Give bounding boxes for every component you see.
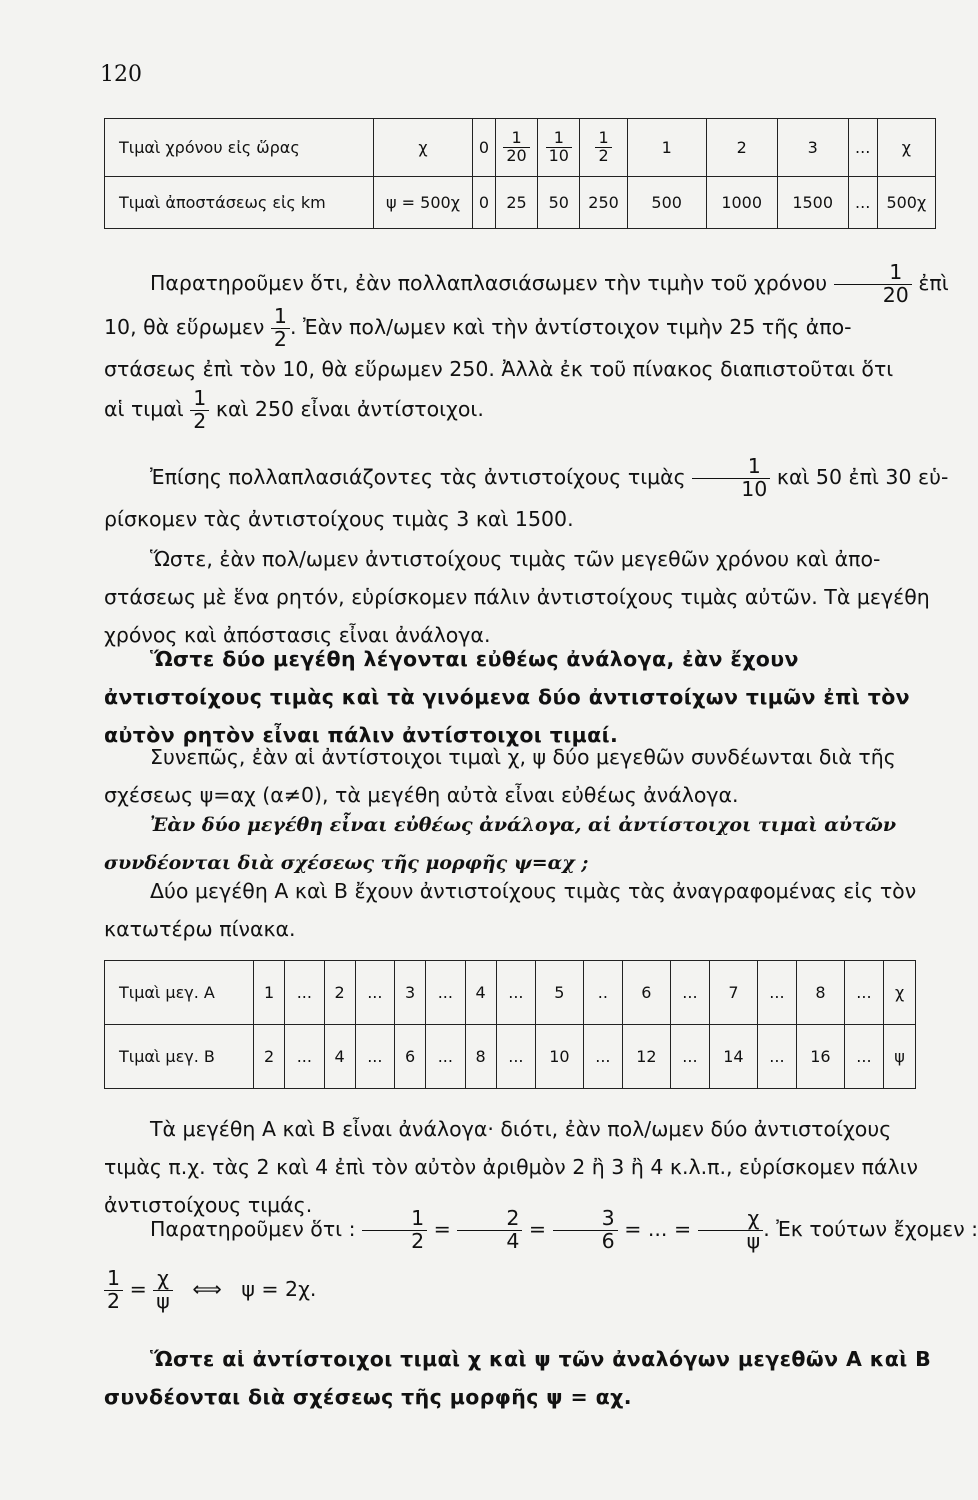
- text-span: . Ἐὰν πολ/ωμεν καὶ τὴν ἀντίστοιχον τιμὴν 25 τῆς ἀπο-: [289, 315, 852, 340]
- table-cell: 1000: [706, 177, 777, 229]
- table-cell: ...: [426, 961, 465, 1025]
- text-span: αἱ τιμαὶ: [104, 397, 184, 422]
- text-span: . Ἐκ τούτων ἔχομεν :: [763, 1217, 978, 1242]
- row-label: Τιμαὶ ἀποστάσεως εἰς km: [105, 177, 374, 229]
- table-cell: 16: [797, 1025, 845, 1089]
- conclusion-paragraph: [104, 1340, 932, 1416]
- text-span: Ἐπίσης πολλαπλασιάζοντες τὰς ἀντιστοίχους τιμὰς: [150, 465, 686, 490]
- table-cell: ...: [583, 1025, 622, 1089]
- table-row: [105, 961, 916, 1025]
- paragraph-7: [104, 872, 932, 948]
- paragraph-text: Συνεπῶς, ἐὰν αἱ ἀντίστοιχοι τιμαὶ χ, ψ δύο μεγεθῶν συνδέωνται διὰ τῆς σχέσεως ψ=αχ (α≠0), τὰ μεγέθη αὐτὰ εἶναι εὐθέως ἀνάλογα.: [104, 745, 896, 807]
- table-cell: 12: [623, 1025, 671, 1089]
- equation-line: $\frac{1}{2}$ = $\frac{\chi}{\psi}$ ⟺ ψ = 2χ.: [104, 1268, 932, 1312]
- fraction: $\frac{1}{2}$: [362, 1208, 427, 1252]
- ratios-line: Παρατηροῦμεν ὅτι : $\frac{1}{2}$ = $\frac{2}{4}$ = $\frac{3}{6}$ = ... = $\frac{\chi}{\psi}$ . Ἐκ τούτων ἔχομεν :: [150, 1206, 978, 1253]
- table-cell: 4: [324, 1025, 355, 1089]
- fraction: $\frac{1}{20}$: [834, 262, 912, 306]
- table-cell: ...: [757, 1025, 796, 1089]
- text-span: Παρατηροῦμεν ὅτι, ἐὰν πολλαπλασιάσωμεν τὴν τιμὴν τοῦ χρόνου: [150, 271, 828, 296]
- text-span: καὶ 250 εἶναι ἀντίστοιχοι.: [215, 397, 484, 422]
- paragraph-2: [104, 454, 949, 538]
- fraction: $\frac{1}{2}$: [190, 388, 209, 432]
- table-cell: 4: [465, 961, 496, 1025]
- table-row: [105, 1025, 916, 1089]
- table-cell: 8: [465, 1025, 496, 1089]
- question-paragraph: [104, 806, 932, 882]
- fraction: $\frac{1}{2}$: [104, 1268, 123, 1312]
- row-label: Τιμαὶ χρόνου εἰς ὥρας: [105, 119, 374, 177]
- table-cell: 0: [473, 119, 496, 177]
- fraction: $\frac{3}{6}$: [553, 1208, 618, 1252]
- table-cell: 50: [538, 177, 580, 229]
- table-cell: 2: [706, 119, 777, 177]
- text-span: 10, θὰ εὕρωμεν: [104, 315, 265, 340]
- table-cell: ...: [496, 1025, 535, 1089]
- text-line: ρίσκομεν τὰς ἀντιστοίχους τιμὰς 3 καὶ 1500.: [104, 507, 574, 532]
- table-cell: ..: [583, 961, 622, 1025]
- text-span: Παρατηροῦμεν ὅτι :: [150, 1217, 356, 1242]
- paragraph-text: Δύο μεγέθη Α καὶ Β ἔχουν ἀντιστοίχους τιμὰς τὰς ἀναγραφομένας εἰς τὸν κατωτέρω πίνακα.: [104, 879, 917, 941]
- table-cell: 1: [627, 119, 706, 177]
- paragraph-1: [104, 260, 949, 433]
- table-cell: ...: [426, 1025, 465, 1089]
- table-cell: ψ: [884, 1025, 916, 1089]
- text-span: ἐπὶ: [918, 271, 949, 296]
- variable-cell: χ: [374, 119, 473, 177]
- table-cell: ...: [355, 1025, 394, 1089]
- table-cell: ...: [670, 1025, 709, 1089]
- table-cell: 25: [495, 177, 537, 229]
- paragraph-5: [104, 738, 932, 814]
- table-cell: 2: [324, 961, 355, 1025]
- variable-cell: ψ = 500χ: [374, 177, 473, 229]
- paragraph-text: Ἐὰν δύο μεγέθη εἶναι εὐθέως ἀνάλογα, αἱ ἀντίστοιχοι τιμαὶ αὐτῶν συνδέονται διὰ σχέσεως τῆς μορφῆς ψ=αχ ;: [104, 814, 897, 874]
- table-cell: 14: [710, 1025, 758, 1089]
- definition-paragraph: [104, 640, 932, 754]
- table-cell: ...: [844, 961, 883, 1025]
- row-label: Τιμαὶ μεγ. Α: [105, 961, 254, 1025]
- table-row: [105, 177, 936, 229]
- table-cell: 8: [797, 961, 845, 1025]
- table-cell: 3: [777, 119, 848, 177]
- table-cell: 7: [710, 961, 758, 1025]
- table-cell: $\frac{1}{10}$: [538, 119, 580, 177]
- table-cell: 2: [254, 1025, 285, 1089]
- table-cell: χ: [877, 119, 935, 177]
- paragraph-3: [104, 540, 932, 654]
- table-cell: 500χ: [877, 177, 935, 229]
- table-cell: 1500: [777, 177, 848, 229]
- table-cell: 5: [536, 961, 584, 1025]
- table-row: [105, 119, 936, 177]
- page-number: 120: [100, 62, 142, 87]
- table-cell: ...: [670, 961, 709, 1025]
- table-cell: ...: [757, 961, 796, 1025]
- fraction: $\frac{\chi}{\psi}$: [698, 1208, 764, 1252]
- fraction: $\frac{1}{10}$: [692, 456, 770, 500]
- table-cell: ...: [285, 961, 324, 1025]
- text-span: = ... =: [624, 1217, 692, 1242]
- text-span: καὶ 50 ἐπὶ 30 εὑ-: [776, 465, 949, 490]
- table-cell: 0: [473, 177, 496, 229]
- table-cell: ...: [844, 1025, 883, 1089]
- text-line: στάσεως ἐπὶ τὸν 10, θὰ εὕρωμεν 250. Ἀλλὰ ἐκ τοῦ πίνακος διαπιστοῦται ὅτι: [104, 357, 894, 382]
- iff-symbol: ⟺: [192, 1277, 222, 1302]
- table-cell: ...: [285, 1025, 324, 1089]
- table-cell: ...: [496, 961, 535, 1025]
- paragraph-text: Τὰ μεγέθη Α καὶ Β εἶναι ἀνάλογα· διότι, ἐὰν πολ/ωμεν δύο ἀντιστοίχους τιμὰς π.χ. τὰς 2 καὶ 4 ἐπὶ τὸν αὐτὸν ἀριθμὸν 2 ἢ 3 ἢ 4 κ.λ.π., εὑρίσκομεν πάλιν ἀντιστοίχους τιμάς.: [104, 1117, 919, 1217]
- table-cell: 6: [395, 1025, 426, 1089]
- table-cell: 3: [395, 961, 426, 1025]
- table-cell: 250: [580, 177, 627, 229]
- fraction: $\frac{2}{4}$: [457, 1208, 522, 1252]
- table-cell: 10: [536, 1025, 584, 1089]
- table-cell: 6: [623, 961, 671, 1025]
- paragraph-text: Ὥστε δύο μεγέθη λέγονται εὐθέως ἀνάλογα, ἐὰν ἔχουν ἀντιστοίχους τιμὰς καὶ τὰ γινόμενα δύο ἀντιστοίχων τιμῶν ἐπὶ τὸν αὐτὸν ρητὸν εἶναι πάλιν ἀντίστοιχοι τιμαί.: [104, 647, 911, 747]
- text-span: ψ = 2χ.: [241, 1277, 317, 1302]
- table-cell: ...: [848, 177, 877, 229]
- table-cell: $\frac{1}{2}$: [580, 119, 627, 177]
- table-cell: 1: [254, 961, 285, 1025]
- table-cell: χ: [884, 961, 916, 1025]
- paragraph-text: Ὥστε αἱ ἀντίστοιχοι τιμαὶ χ καὶ ψ τῶν ἀναλόγων μεγεθῶν Α καὶ Β συνδέονται διὰ σχέσεως τῆς μορφῆς ψ = αχ.: [104, 1347, 932, 1409]
- row-label: Τιμαὶ μεγ. Β: [105, 1025, 254, 1089]
- table-cell: ...: [848, 119, 877, 177]
- table-cell: 500: [627, 177, 706, 229]
- values-table: [104, 960, 916, 1089]
- fraction: $\frac{\chi}{\psi}$: [153, 1268, 173, 1312]
- fraction: $\frac{1}{2}$: [271, 306, 290, 350]
- table-cell: ...: [355, 961, 394, 1025]
- time-distance-table: [104, 118, 936, 229]
- paragraph-text: Ὥστε, ἐὰν πολ/ωμεν ἀντιστοίχους τιμὰς τῶν μεγεθῶν χρόνου καὶ ἀπο-στάσεως μὲ ἕνα ρητόν, εὑρίσκομεν πάλιν ἀντιστοίχους τιμὰς αὐτῶν. Τὰ μεγέθη χρόνος καὶ ἀπόστασις εἶναι ἀνάλογα.: [104, 547, 930, 647]
- table-cell: $\frac{1}{20}$: [495, 119, 537, 177]
